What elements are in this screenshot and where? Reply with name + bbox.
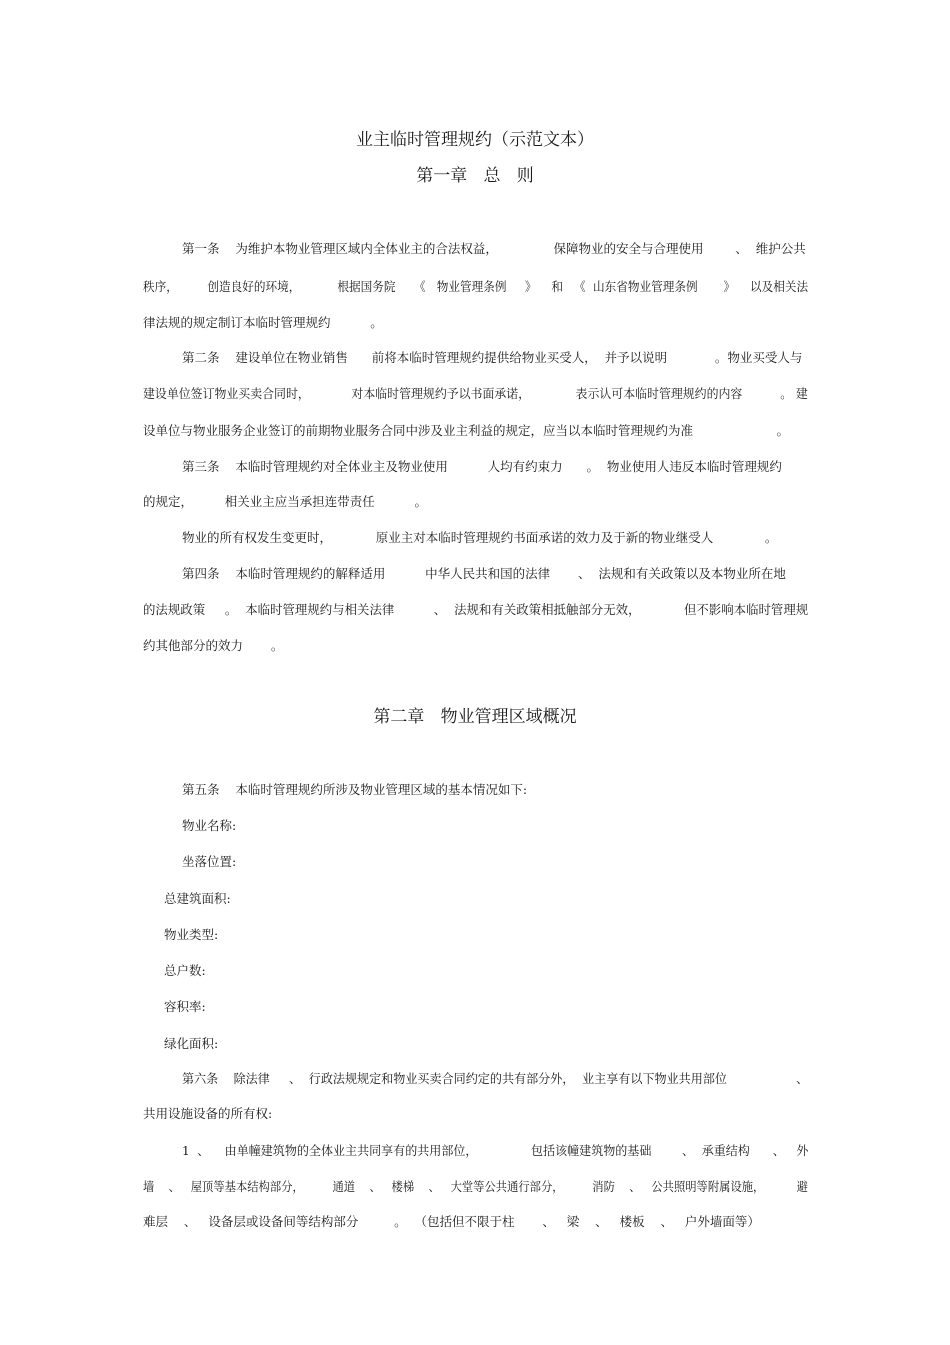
paragraph-line: 第四条 本临时管理规约的解释适用 中华人民共和国的法律 、 法规和有关政策以及本物业所在地 — [182, 566, 786, 581]
paragraph-line: 秩序， 创造良好的环境， 根据国务院 《 物业管理条例 》 和 《 山东省物业管理条例 》 以及相关法 — [143, 279, 809, 294]
field-label: 绿化面积: — [164, 1036, 219, 1051]
paragraph-line: 律法规的规定制订本临时管理规约 。 — [143, 315, 383, 330]
field-label: 容积率: — [164, 999, 206, 1014]
field-label: 物业名称: — [182, 818, 237, 833]
chapter-heading: 第一章 总 则 — [416, 166, 534, 186]
paragraph-line: 第五条 本临时管理规约所涉及物业管理区域的基本情况如下: — [182, 782, 528, 797]
field-label: 总户数: — [164, 963, 206, 978]
paragraph-line: 约其他部分的效力 。 — [143, 638, 284, 653]
paragraph-line: 第一条 为维护本物业管理区域内全体业主的合法权益， 保障物业的安全与合理使用 、 维护公共 — [182, 241, 806, 256]
paragraph-line: 墙 、 屋顶等基本结构部分， 通道 、 楼梯 、 大堂等公共通行部分， 消防 、 公共照明等附属设施， 避 — [143, 1179, 808, 1194]
paragraph-line: 1 、 由单幢建筑物的全体业主共同享有的共用部位， 包括该幢建筑物的基础 、 承重结构 、 外 — [182, 1143, 809, 1158]
paragraph-line: 的法规政策 。 本临时管理规约与相关法律 、 法规和有关政策相抵触部分无效， 但不影响本临时管理规 — [143, 602, 809, 617]
paragraph-line: 第三条 本临时管理规约对全体业主及物业使用 人均有约束力 。 物业使用人违反本临时管理规约 — [182, 459, 782, 474]
field-label: 坐落位置: — [182, 854, 237, 869]
paragraph-line: 难层 、 设备层或设备间等结构部分 。 （包括但不限于柱 、 梁 、 楼板 、 户外墙面等） — [143, 1214, 760, 1229]
chapter-heading: 第二章 物业管理区域概况 — [373, 707, 577, 727]
document-title: 业主临时管理规约（示范文本） — [356, 130, 594, 150]
field-label: 总建筑面积: — [164, 891, 231, 906]
paragraph-line: 第六条 除法律 、 行政法规规定和物业买卖合同约定的共有部分外， 业主享有以下物业共用部位 、 — [182, 1071, 809, 1086]
field-label: 物业类型: — [164, 927, 219, 942]
paragraph-line: 物业的所有权发生变更时， 原业主对本临时管理规约书面承诺的效力及于新的物业继受人 。 — [182, 530, 778, 545]
paragraph-line: 第二条 建设单位在物业销售 前将本临时管理规约提供给物业买受人， 并予以说明 。物业买受人与 — [182, 350, 803, 365]
paragraph-line: 共用设施设备的所有权: — [143, 1106, 273, 1121]
paragraph-line: 建设单位签订物业买卖合同时， 对本临时管理规约予以书面承诺， 表示认可本临时管理规约的内容 。 建 — [143, 386, 808, 401]
paragraph-line: 的规定， 相关业主应当承担连带责任 。 — [143, 494, 428, 509]
paragraph-line: 设单位与物业服务企业签订的前期物业服务合同中涉及业主利益的规定，应当以本临时管理规约为准 。 — [143, 423, 789, 438]
